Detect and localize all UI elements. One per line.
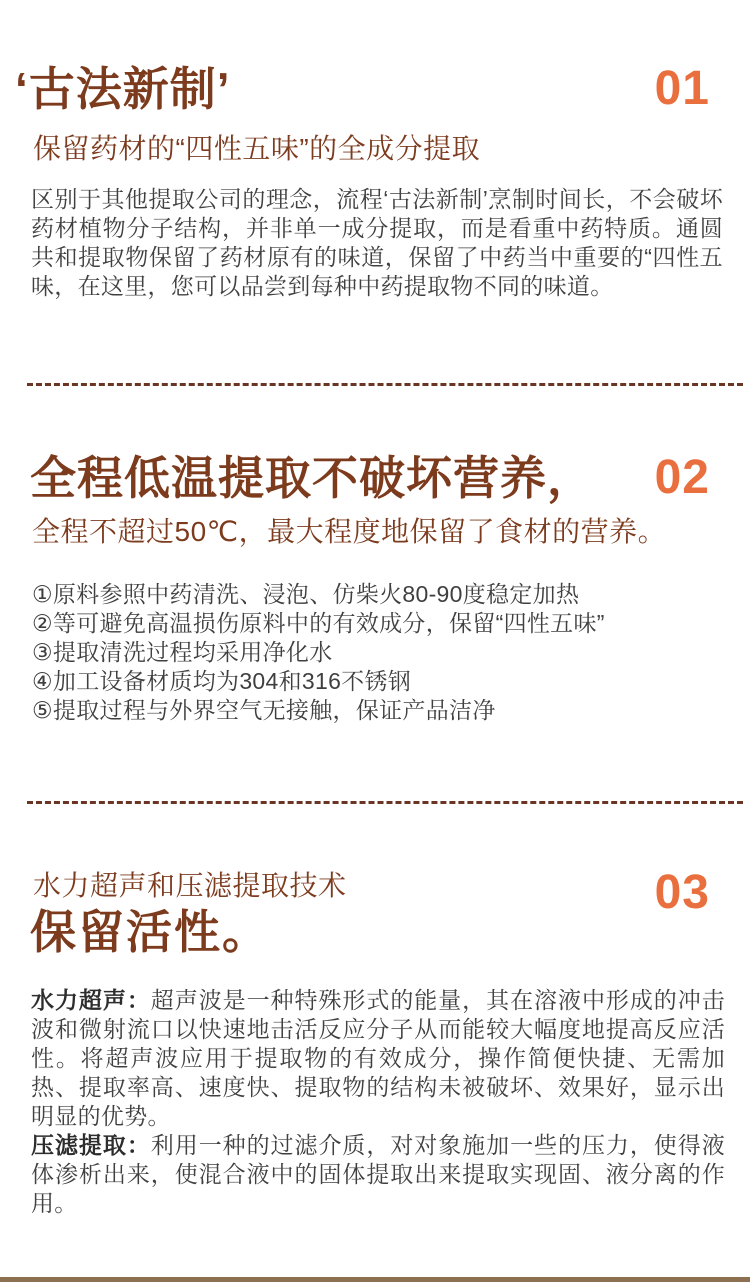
paragraph-text-hydro-ultrasound: 超声波是一种特殊形式的能量，其在溶液中形成的冲击波和微射流口以快速地击活反应分子从而能较大幅度地提高反应活性。将超声波应用于提取物的有效成分，操作简便快捷、无需加热、提取率高、速度快、提取物的结构未被破坏、效果好，显示出明显的优势。 [31, 987, 726, 1129]
feature-list-item-4: ④加工设备材质均为304和316不锈钢 [32, 668, 412, 694]
paragraph-label-press-filter: 压滤提取： [31, 1132, 151, 1158]
feature-list-item-3: ③提取清洗过程均采用净化水 [32, 639, 333, 665]
section-03-header [30, 866, 710, 959]
section-03-titles [30, 868, 347, 959]
section-02-header [30, 453, 710, 505]
paragraph-text-press-filter: 利用一种的过滤介质，对对象施加一些的压力，使得液体渗析出来，使混合液中的固体提取出来提取实现固、液分离的作用。 [31, 1132, 726, 1216]
section-03-number: 03 [654, 866, 710, 919]
section-03-title: 保留活性。 [30, 906, 270, 959]
feature-list-item-2: ②等可避免高温损伤原料中的有效成分，保留“四性五味” [32, 610, 605, 636]
section-01-title: ‘古法新制’ [15, 63, 231, 115]
section-01-header [15, 64, 710, 116]
section-01-body: 区别于其他提取公司的理念，流程‘古法新制’烹制时间长，不会破坏药材植物分子结构，并非单一成分提取，而是看重中药特质。通圆共和提取物保留了药材原有的味道，保留了中药当中重要的“四性五味，在这里，您可以品尝到每种中药提取物不同的味道。 [31, 186, 723, 299]
bottom-accent-bar [0, 1277, 750, 1282]
feature-list-item-5: ⑤提取过程与外界空气无接触，保证产品洁净 [32, 697, 496, 723]
section-03-paragraph-hydro-ultrasound [31, 986, 725, 1131]
section-02-feature-list [32, 580, 724, 725]
section-02-title: 全程低温提取不破坏营养， [30, 452, 594, 504]
section-02-number: 02 [654, 451, 710, 504]
feature-list-item-1: ①原料参照中药清洗、浸泡、仿柴火80-90度稳定加热 [32, 581, 580, 607]
dashed-divider-2 [27, 801, 743, 804]
section-03-pretitle: 水力超声和压滤提取技术 [33, 870, 347, 901]
section-02-subtitle: 全程不超过50℃，最大程度地保留了食材的营养。 [32, 516, 667, 547]
section-01-subtitle: 保留药材的“四性五味”的全成分提取 [33, 133, 481, 164]
section-01-number: 01 [654, 62, 710, 115]
dashed-divider-1 [27, 383, 743, 386]
paragraph-label-hydro-ultrasound: 水力超声： [31, 987, 151, 1013]
section-03-paragraph-press-filter [31, 1131, 725, 1218]
